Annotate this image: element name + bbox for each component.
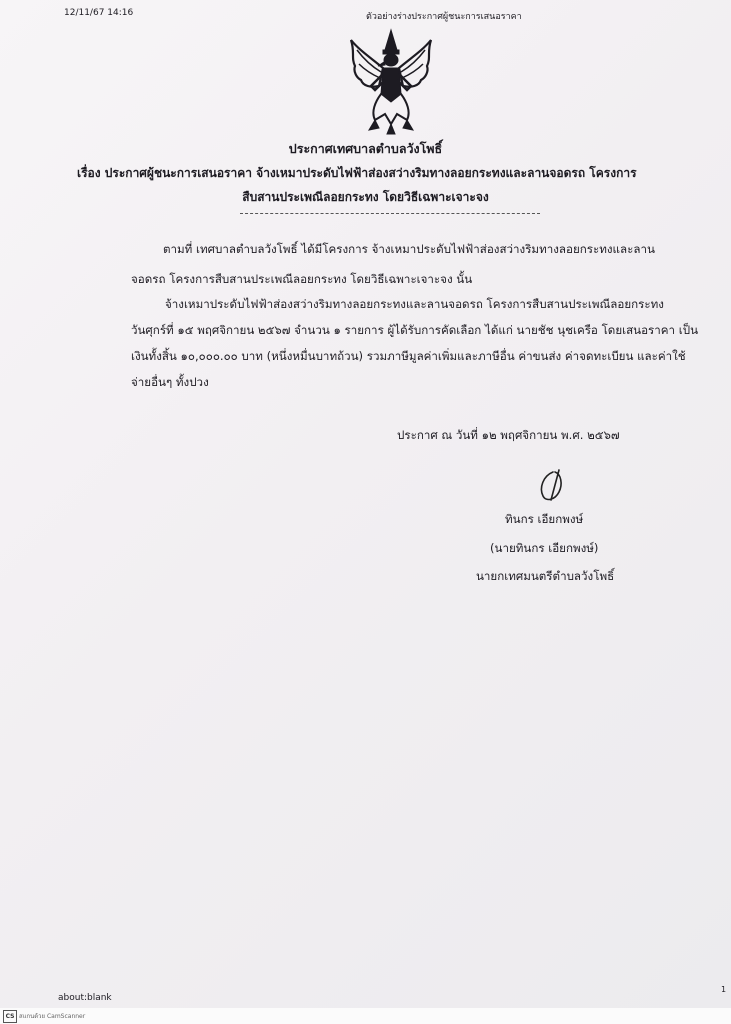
signer-name: ทินกร เอียกพงษ์	[505, 512, 584, 526]
scanner-footer-bar	[0, 1008, 731, 1024]
document-title: ประกาศเทศบาลตำบลวังโพธิ์	[288, 141, 443, 156]
browser-url: about:blank	[58, 993, 112, 1003]
garuda-emblem-icon	[345, 28, 437, 136]
paragraph-1-line-1: ตามที่ เทศบาลตำบลวังโพธิ์ ได้มีโครงการ จ้างเหมาประดับไฟฟ้าส่องสว่างริมทางลอยกระทงและลาน	[163, 242, 655, 256]
paragraph-2-line-4: จ่ายอื่นๆ ทั้งปวง	[131, 375, 209, 389]
paragraph-2-line-1: จ้างเหมาประดับไฟฟ้าส่องสว่างริมทางลอยกระทงและลานจอดรถ โครงการสืบสานประเพณีลอยกระทง	[165, 297, 664, 311]
scanner-text: สแกนด้วย CamScanner	[19, 1013, 86, 1020]
paragraph-1-line-2: จอดรถ โครงการสืบสานประเพณีลอยกระทง โดยวิธีเฉพาะเจาะจง นั้น	[131, 272, 473, 286]
subject-line-2: สืบสานประเพณีลอยกระทง โดยวิธีเฉพาะเจาะจง	[242, 190, 489, 204]
page-number: 1	[721, 985, 727, 994]
separator-line	[240, 213, 540, 214]
subject-line-1: เรื่อง ประกาศผู้ชนะการเสนอราคา จ้างเหมาประดับไฟฟ้าส่องสว่างริมทางลอยกระทงและลานจอดรถ โครงการ	[77, 166, 637, 180]
signer-position: นายกเทศมนตรีตำบลวังโพธิ์	[476, 569, 615, 583]
signer-full-name: (นายทินกร เอียกพงษ์)	[490, 541, 599, 555]
paragraph-2-line-3: เงินทั้งสิ้น ๑๐,๐๐๐.๐๐ บาท (หนึ่งหมื่นบาทถ้วน) รวมภาษีมูลค่าเพิ่มและภาษีอื่น ค่าขนส่ง ค่าจดทะเบียน และค่าใช้	[131, 349, 686, 363]
camscanner-logo-icon: CS	[3, 1010, 17, 1023]
paragraph-2-line-2: วันศุกร์ที่ ๑๕ พฤศจิกายน ๒๕๖๗ จำนวน ๑ รายการ ผู้ได้รับการคัดเลือก ได้แก่ นายชัช นุชเครือ โดยเสนอราคา เป็น	[131, 323, 698, 337]
handwritten-signature-icon	[533, 466, 573, 506]
print-timestamp: 12/11/67 14:16	[64, 8, 134, 18]
draft-note: ตัวอย่างร่างประกาศผู้ชนะการเสนอราคา	[366, 12, 522, 22]
announce-date: ประกาศ ณ วันที่ ๑๒ พฤศจิกายน พ.ศ. ๒๕๖๗	[397, 428, 620, 442]
